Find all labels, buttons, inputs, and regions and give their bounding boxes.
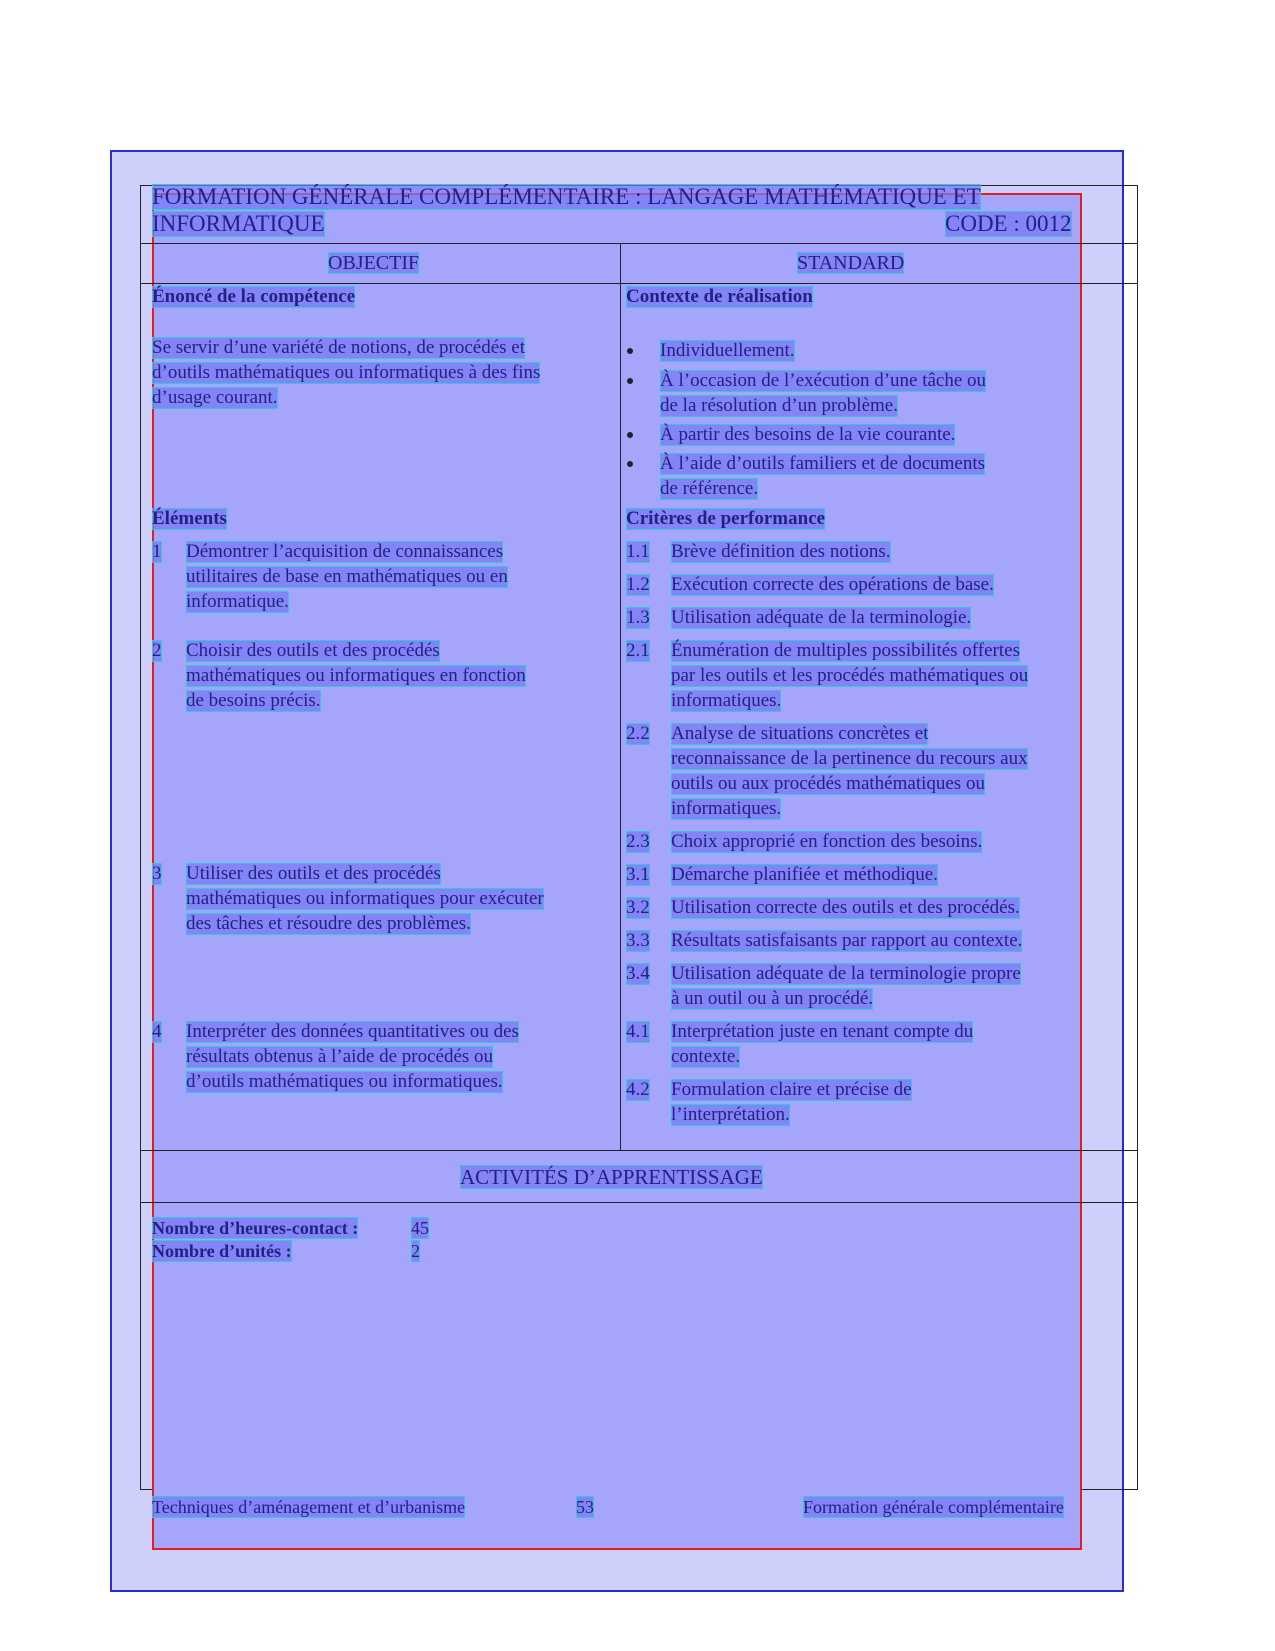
critere-number: 3.2 (626, 897, 650, 918)
critere-line: par les outils et les procédés mathématiques ou (671, 665, 1029, 686)
column-header-standard: STANDARD (797, 252, 905, 274)
critere-number: 2.2 (626, 723, 650, 744)
critere-line: Formulation claire et précise de (671, 1079, 912, 1100)
element-line: utilitaires de base en mathématiques ou en (186, 566, 508, 587)
element-line: informatique. (186, 591, 289, 612)
criteres-heading: Critères de performance (626, 508, 826, 529)
element-line: Utiliser des outils et des procédés (186, 863, 441, 884)
element-number: 3 (152, 863, 162, 884)
enonce-line: d’outils mathématiques ou informatiques à des fins (152, 362, 541, 383)
critere-line: à un outil ou à un procédé. (671, 988, 874, 1009)
critere-number: 4.1 (626, 1021, 650, 1042)
activites-heading: ACTIVITÉS D’APPRENTISSAGE (460, 1165, 763, 1189)
element-number: 2 (152, 640, 162, 661)
element-line: Interpréter des données quantitatives ou des (186, 1021, 519, 1042)
element-line: Démontrer l’acquisition de connaissances (186, 541, 504, 562)
bullet-icon (627, 432, 633, 438)
critere-number: 3.3 (626, 930, 650, 951)
contexte-item: de référence. (660, 478, 759, 499)
critere-line: Choix approprié en fonction des besoins. (671, 831, 983, 852)
unites-label: Nombre d’unités : (152, 1241, 292, 1261)
element-line: Choisir des outils et des procédés (186, 640, 440, 661)
critere-line: Résultats satisfaisants par rapport au contexte. (671, 930, 1023, 951)
bullet-icon (627, 461, 633, 467)
critere-number: 1.1 (626, 541, 650, 562)
course-code: CODE : 0012 (945, 211, 1072, 236)
contexte-item: À l’occasion de l’exécution d’une tâche ou (660, 370, 987, 391)
element-line: de besoins précis. (186, 690, 321, 711)
critere-line: Exécution correcte des opérations de base. (671, 574, 994, 595)
heures-label: Nombre d’heures-contact : (152, 1218, 359, 1238)
enonce-heading: Énoncé de la compétence (152, 286, 356, 307)
critere-line: Utilisation correcte des outils et des procédés. (671, 897, 1020, 918)
element-line: d’outils mathématiques ou informatiques. (186, 1071, 503, 1092)
critere-line: Analyse de situations concrètes et (671, 723, 929, 744)
footer-section: Formation générale complémentaire (803, 1497, 1064, 1517)
elements-heading: Éléments (152, 508, 227, 529)
contexte-item: À l’aide d’outils familiers et de documents (660, 453, 986, 474)
critere-number: 3.1 (626, 864, 650, 885)
element-line: des tâches et résoudre des problèmes. (186, 913, 471, 934)
critere-line: Utilisation adéquate de la terminologie propre (671, 963, 1021, 984)
critere-number: 2.3 (626, 831, 650, 852)
critere-line: Utilisation adéquate de la terminologie. (671, 607, 972, 628)
contexte-item: de la résolution d’un problème. (660, 395, 898, 416)
rule-header-bottom (140, 243, 1138, 244)
critere-line: contexte. (671, 1046, 741, 1067)
critere-number: 2.1 (626, 640, 650, 661)
critere-number: 1.3 (626, 607, 650, 628)
contexte-item: Individuellement. (660, 340, 795, 361)
document-title-line2: INFORMATIQUE (152, 211, 325, 236)
critere-line: informatiques. (671, 798, 782, 819)
bullet-icon (627, 378, 633, 384)
enonce-line: d’usage courant. (152, 387, 278, 408)
critere-number: 1.2 (626, 574, 650, 595)
element-line: résultats obtenus à l’aide de procédés ou (186, 1046, 494, 1067)
critere-line: Démarche planifiée et méthodique. (671, 864, 938, 885)
contexte-heading: Contexte de réalisation (626, 286, 813, 307)
footer-program: Techniques d’aménagement et d’urbanisme (152, 1497, 466, 1517)
element-number: 1 (152, 541, 162, 562)
rule-activites-bottom (140, 1202, 1138, 1203)
rule-columns-bottom (140, 283, 1138, 284)
unites-value: 2 (411, 1241, 420, 1261)
critere-number: 3.4 (626, 963, 650, 984)
critere-line: Interprétation juste en tenant compte du (671, 1021, 974, 1042)
critere-line: Brève définition des notions. (671, 541, 891, 562)
bullet-icon (627, 348, 633, 354)
critere-line: outils ou aux procédés mathématiques ou (671, 773, 985, 794)
critere-line: informatiques. (671, 690, 782, 711)
rule-table-bottom (140, 1150, 1138, 1151)
element-line: mathématiques ou informatiques en fonction (186, 665, 526, 686)
element-line: mathématiques ou informatiques pour exécuter (186, 888, 544, 909)
enonce-line: Se servir d’une variété de notions, de procédés et (152, 337, 526, 358)
critere-line: Énumération de multiples possibilités offertes (671, 640, 1020, 661)
document-title-line1: FORMATION GÉNÉRALE COMPLÉMENTAIRE : LANGAGE MATHÉMATIQUE ET (152, 184, 981, 209)
critere-number: 4.2 (626, 1079, 650, 1100)
element-number: 4 (152, 1021, 162, 1042)
contexte-item: À partir des besoins de la vie courante. (660, 424, 956, 445)
column-header-objectif: OBJECTIF (328, 252, 420, 274)
footer-page-number: 53 (576, 1497, 594, 1517)
rule-column-divider (620, 243, 621, 1150)
critere-line: reconnaissance de la pertinence du recours aux (671, 748, 1028, 769)
critere-line: l’interprétation. (671, 1104, 790, 1125)
heures-value: 45 (411, 1218, 429, 1238)
